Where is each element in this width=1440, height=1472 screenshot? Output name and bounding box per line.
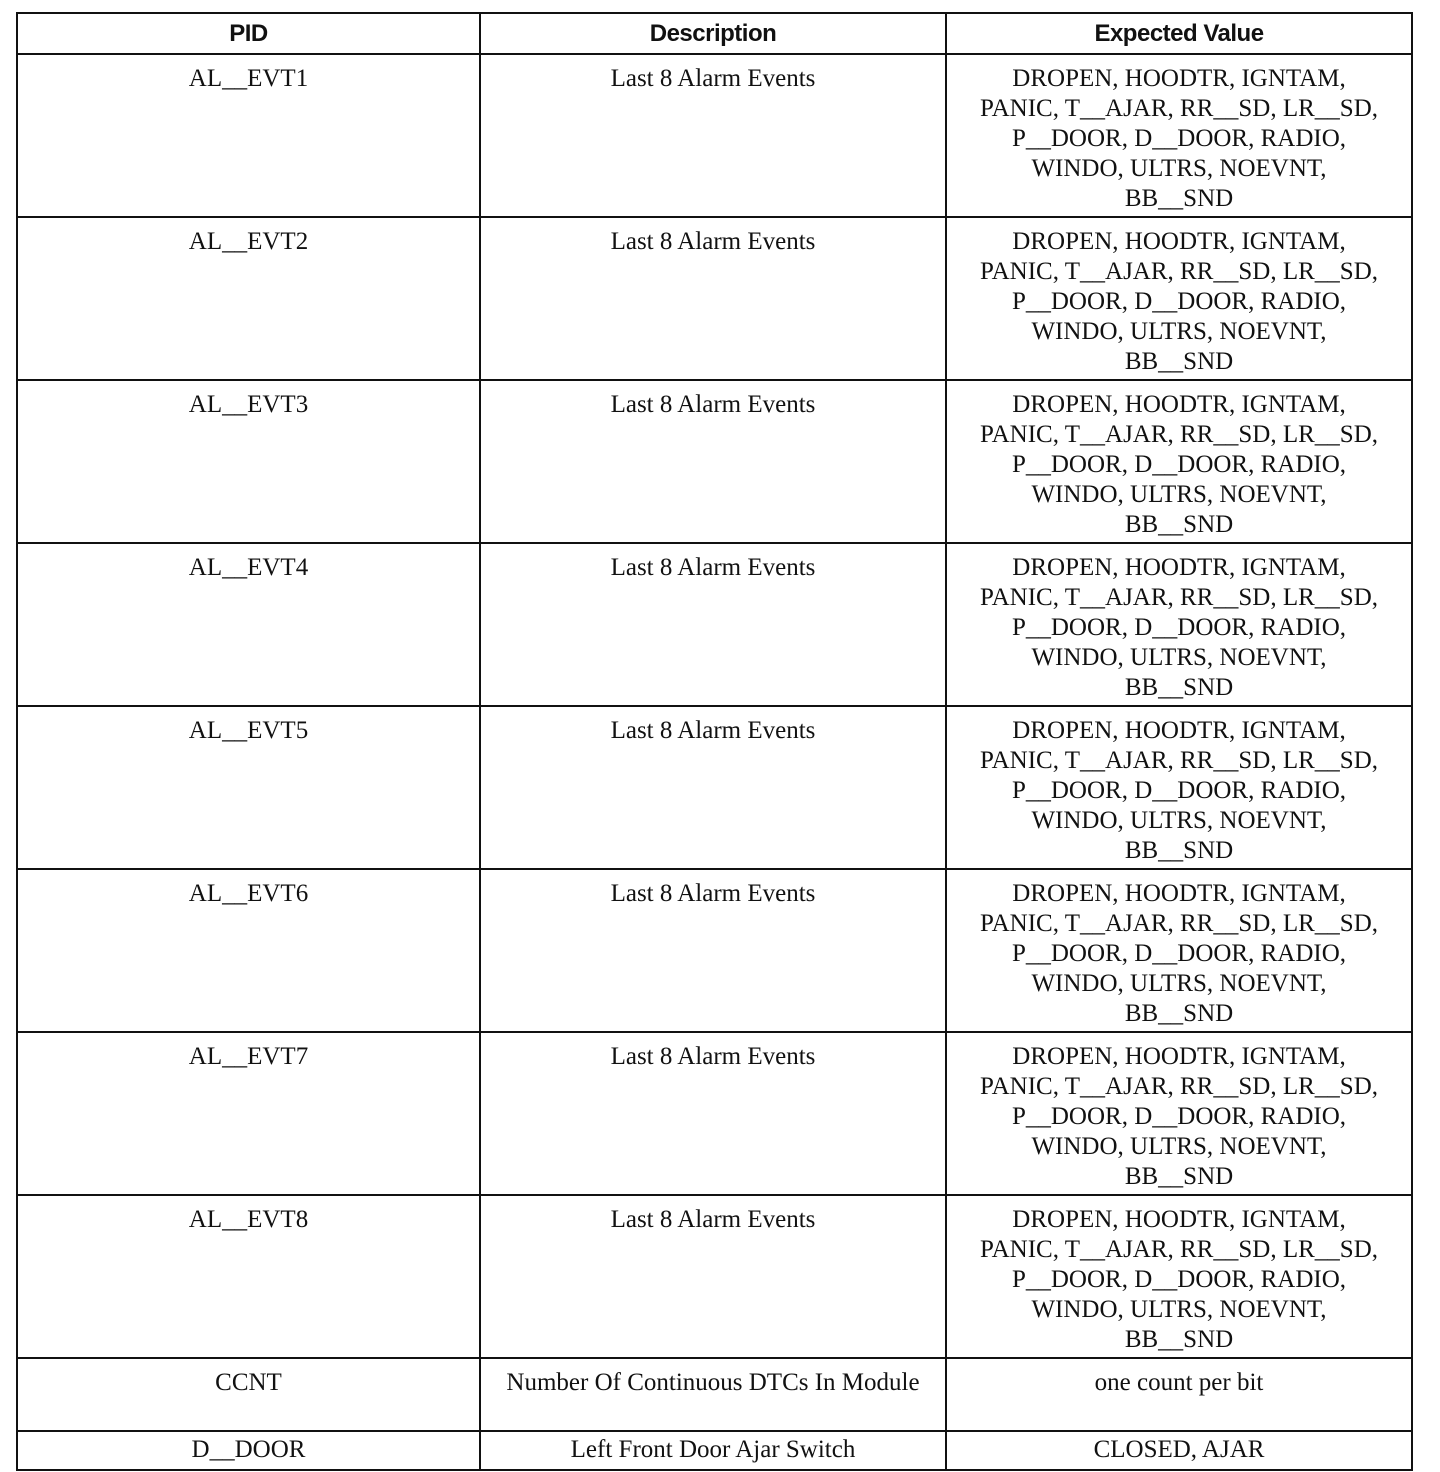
- expected-value-line: P__DOOR, D__DOOR, RADIO,: [1011, 451, 1347, 478]
- expected-value-line: P__DOOR, D__DOOR, RADIO,: [1011, 288, 1347, 315]
- pid-cell: AL__EVT8: [17, 1195, 480, 1358]
- table-row: [17, 1431, 1412, 1470]
- expected-value-line: DROPEN, HOODTR, IGNTAM,: [1012, 391, 1346, 418]
- description-cell: Last 8 Alarm Events: [480, 54, 946, 217]
- expected-value-line: P__DOOR, D__DOOR, RADIO,: [1011, 1266, 1347, 1293]
- table-row: [17, 1195, 1412, 1358]
- description-cell: Last 8 Alarm Events: [480, 1032, 946, 1195]
- pid-cell: D__DOOR: [17, 1431, 480, 1470]
- expected-value-line: P__DOOR, D__DOOR, RADIO,: [1011, 125, 1347, 152]
- table-row: [17, 1032, 1412, 1195]
- expected-value-line: DROPEN, HOODTR, IGNTAM,: [1012, 228, 1346, 255]
- pid-cell: AL__EVT3: [17, 380, 480, 543]
- pid-cell: AL__EVT1: [17, 54, 480, 217]
- expected-value-line: BB__SND: [1124, 837, 1234, 864]
- table-row: [17, 1358, 1412, 1431]
- expected-value-cell: [946, 1358, 1412, 1431]
- header-description: Description: [480, 13, 946, 54]
- expected-value-line: WINDO, ULTRS, NOEVNT,: [1031, 970, 1327, 997]
- expected-value-cell: [946, 54, 1412, 217]
- description-cell: Last 8 Alarm Events: [480, 706, 946, 869]
- expected-value-line: DROPEN, HOODTR, IGNTAM,: [1012, 1206, 1346, 1233]
- expected-value-line: P__DOOR, D__DOOR, RADIO,: [1011, 940, 1347, 967]
- description-cell: Last 8 Alarm Events: [480, 869, 946, 1032]
- expected-value-line: P__DOOR, D__DOOR, RADIO,: [1011, 777, 1347, 804]
- pid-cell: AL__EVT2: [17, 217, 480, 380]
- expected-value-line: DROPEN, HOODTR, IGNTAM,: [1012, 717, 1346, 744]
- table-row: [17, 706, 1412, 869]
- expected-value-line: PANIC, T__AJAR, RR__SD, LR__SD,: [979, 910, 1378, 937]
- expected-value-line: WINDO, ULTRS, NOEVNT,: [1031, 481, 1327, 508]
- expected-value-line: BB__SND: [1124, 348, 1234, 375]
- expected-value-line: PANIC, T__AJAR, RR__SD, LR__SD,: [979, 1073, 1378, 1100]
- expected-value-cell: [946, 1195, 1412, 1358]
- pid-cell: AL__EVT4: [17, 543, 480, 706]
- expected-value-line: P__DOOR, D__DOOR, RADIO,: [1011, 1103, 1347, 1130]
- table-row: [17, 380, 1412, 543]
- expected-value-line: DROPEN, HOODTR, IGNTAM,: [1012, 880, 1346, 907]
- expected-value-line: BB__SND: [1124, 185, 1234, 212]
- pid-cell: AL__EVT7: [17, 1032, 480, 1195]
- expected-value-line: WINDO, ULTRS, NOEVNT,: [1031, 318, 1327, 345]
- description-cell: Last 8 Alarm Events: [480, 543, 946, 706]
- expected-value-line: DROPEN, HOODTR, IGNTAM,: [1012, 554, 1346, 581]
- expected-value-line: PANIC, T__AJAR, RR__SD, LR__SD,: [979, 258, 1378, 285]
- header-expected-value: Expected Value: [946, 13, 1412, 54]
- expected-value-cell: [946, 543, 1412, 706]
- pid-table: [16, 12, 1413, 1471]
- description-cell: Last 8 Alarm Events: [480, 217, 946, 380]
- expected-value-line: BB__SND: [1124, 1000, 1234, 1027]
- expected-value-line: WINDO, ULTRS, NOEVNT,: [1031, 1133, 1327, 1160]
- expected-value-cell: [946, 706, 1412, 869]
- expected-value-line: PANIC, T__AJAR, RR__SD, LR__SD,: [979, 421, 1378, 448]
- expected-value-line: P__DOOR, D__DOOR, RADIO,: [1011, 614, 1347, 641]
- expected-value-line: BB__SND: [1124, 1326, 1234, 1353]
- expected-value-line: DROPEN, HOODTR, IGNTAM,: [1012, 1043, 1346, 1070]
- expected-value-line: WINDO, ULTRS, NOEVNT,: [1031, 807, 1327, 834]
- expected-value-line: PANIC, T__AJAR, RR__SD, LR__SD,: [979, 747, 1378, 774]
- table-row: [17, 217, 1412, 380]
- expected-value-line: BB__SND: [1124, 674, 1234, 701]
- description-cell: Last 8 Alarm Events: [480, 380, 946, 543]
- header-row: [17, 13, 1412, 54]
- expected-value-line: PANIC, T__AJAR, RR__SD, LR__SD,: [979, 584, 1378, 611]
- table-row: [17, 54, 1412, 217]
- expected-value-cell: [946, 380, 1412, 543]
- description-cell: Number Of Continuous DTCs In Module: [480, 1358, 946, 1431]
- description-cell: Last 8 Alarm Events: [480, 1195, 946, 1358]
- expected-value-line: WINDO, ULTRS, NOEVNT,: [1031, 155, 1327, 182]
- pid-cell: AL__EVT6: [17, 869, 480, 1032]
- header-pid: PID: [17, 13, 480, 54]
- expected-value-cell: [946, 1032, 1412, 1195]
- expected-value-line: PANIC, T__AJAR, RR__SD, LR__SD,: [979, 95, 1378, 122]
- pid-cell: CCNT: [17, 1358, 480, 1431]
- expected-value-line: BB__SND: [1124, 511, 1234, 538]
- pid-cell: AL__EVT5: [17, 706, 480, 869]
- table-row: [17, 869, 1412, 1032]
- expected-value-line: DROPEN, HOODTR, IGNTAM,: [1012, 65, 1346, 92]
- table-row: [17, 543, 1412, 706]
- expected-value-line: CLOSED, AJAR: [1093, 1436, 1265, 1463]
- expected-value-cell: [946, 1431, 1412, 1470]
- expected-value-cell: [946, 217, 1412, 380]
- description-cell: Left Front Door Ajar Switch: [480, 1431, 946, 1470]
- expected-value-cell: [946, 869, 1412, 1032]
- expected-value-line: WINDO, ULTRS, NOEVNT,: [1031, 644, 1327, 671]
- expected-value-line: one count per bit: [1094, 1369, 1264, 1396]
- expected-value-line: WINDO, ULTRS, NOEVNT,: [1031, 1296, 1327, 1323]
- expected-value-line: BB__SND: [1124, 1163, 1234, 1190]
- expected-value-line: PANIC, T__AJAR, RR__SD, LR__SD,: [979, 1236, 1378, 1263]
